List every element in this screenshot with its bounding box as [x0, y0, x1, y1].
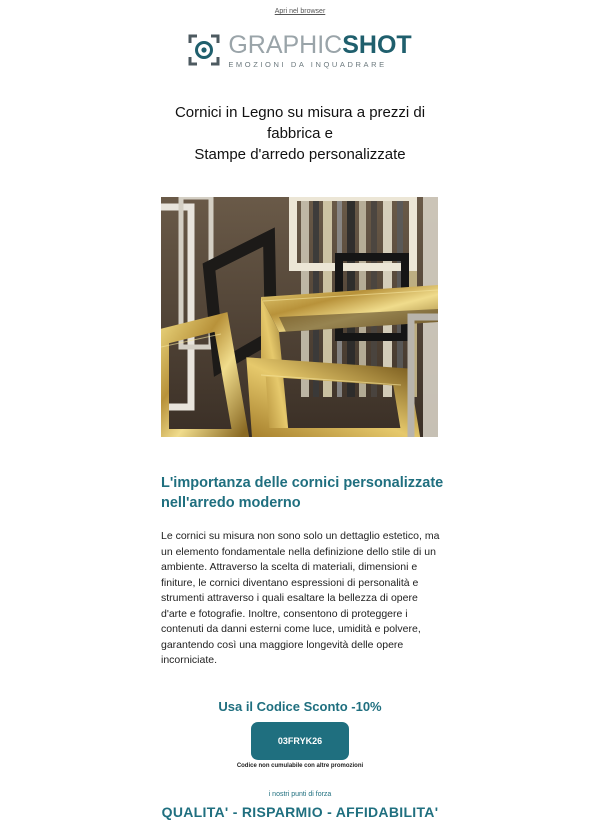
article-body: Le cornici su misura non sono solo un dettaglio estetico, ma un elemento fondamentale nella definizione dello stile di un ambiente. Attraverso la scelta di materiali, dimensioni e finiture, le cornici diventano espressioni di personalità e strumenti attraverso i quali esaltare la bellezza di opere d'arte e fotografie. Inoltre, consentono di proteggere i contenuti da danni esterni come luce, umidità e polvere, garantendo così una maggiore longevità delle opere incorniciate. — [161, 530, 440, 666]
headline-line-1: Cornici in Legno su misura a prezzi di fabbrica e — [174, 104, 426, 142]
logo-wordmark: GRAPHICSHOT — [228, 30, 412, 59]
headline-line-2: Stampe d'arredo personalizzate — [194, 146, 406, 163]
open-in-browser-link[interactable]: Apri nel browser — [274, 8, 326, 15]
discount-code-button[interactable]: 03FRYK26 — [251, 722, 349, 760]
logo-tagline: EMOZIONI DA INQUADRARE — [228, 59, 387, 69]
hero-image-frames[interactable] — [161, 197, 438, 437]
promo-note: Codice non cumulabile con altre promozioni — [236, 762, 364, 769]
page-headline — [150, 102, 450, 165]
strengths-title: QUALITA' - RISPARMIO - AFFIDABILITA' — [161, 803, 439, 820]
camera-frame-icon — [188, 34, 220, 66]
article-title: L'importanza delle cornici personalizzate nell'arredo moderno — [161, 475, 444, 511]
graphicshot-logo[interactable] — [0, 28, 600, 72]
promo-title: Usa il Codice Sconto -10% — [218, 698, 382, 714]
strengths-label: i nostri punti di forza — [268, 790, 332, 798]
